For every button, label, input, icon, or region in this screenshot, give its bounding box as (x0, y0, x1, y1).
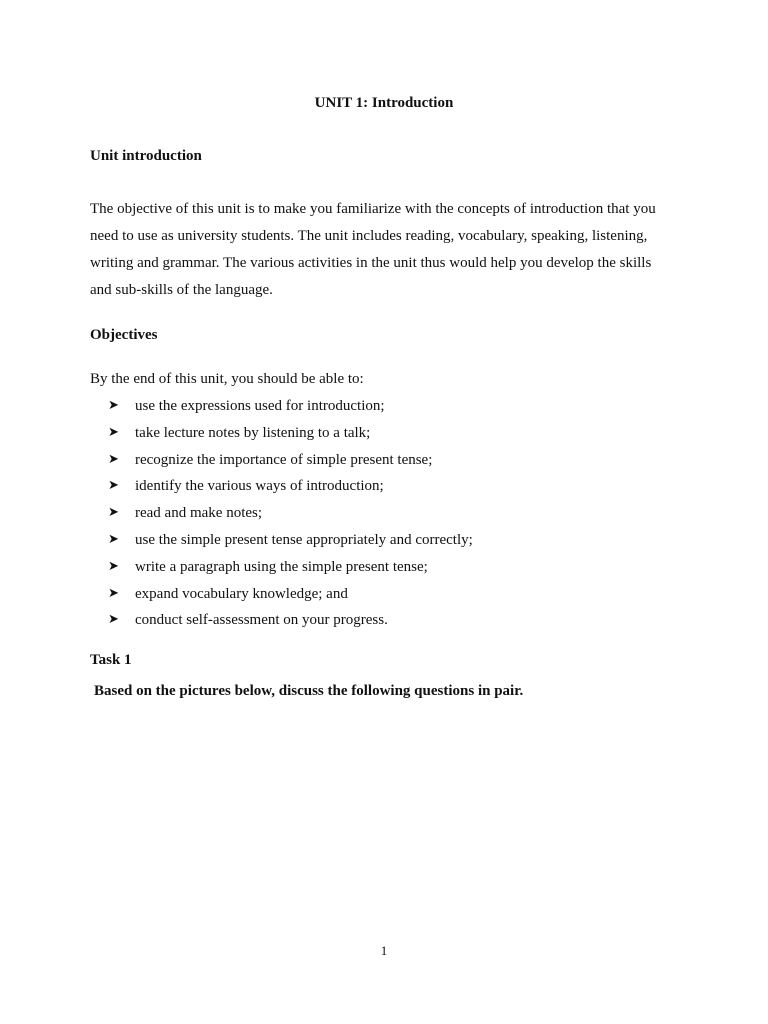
objective-text: write a paragraph using the simple present tense; (135, 558, 428, 575)
arrow-bullet-icon: ➤ (108, 478, 119, 494)
page-number: 1 (380, 943, 388, 958)
objective-text: identify the various ways of introduction; (135, 478, 384, 495)
unit-introduction-paragraph (90, 196, 690, 304)
objectives-list (108, 396, 473, 637)
objectives-heading: Objectives (90, 327, 158, 343)
unit-introduction-heading: Unit introduction (90, 148, 202, 164)
list-item (108, 396, 473, 423)
list-item (108, 584, 473, 611)
task-instruction: Based on the pictures below, discuss the following questions in pair. (94, 683, 524, 699)
arrow-bullet-icon: ➤ (108, 505, 119, 521)
list-item (108, 610, 473, 637)
list-item (108, 476, 473, 503)
list-item (108, 557, 473, 584)
arrow-bullet-icon: ➤ (108, 585, 119, 601)
arrow-bullet-icon: ➤ (108, 612, 119, 628)
page-title: UNIT 1: Introduction (314, 95, 454, 111)
arrow-bullet-icon: ➤ (108, 451, 119, 467)
list-item (108, 503, 473, 530)
list-item (108, 423, 473, 450)
arrow-bullet-icon: ➤ (108, 424, 119, 440)
objective-text: read and make notes; (135, 505, 263, 522)
paragraph-line: need to use as university students. The unit includes reading, vocabulary, speaking, listening, (90, 228, 648, 244)
arrow-bullet-icon: ➤ (108, 558, 119, 574)
objective-text: use the expressions used for introduction; (135, 398, 385, 414)
objective-text: recognize the importance of simple present tense; (135, 451, 433, 468)
objectives-lead: By the end of this unit, you should be able to: (90, 371, 364, 387)
arrow-bullet-icon: ➤ (108, 398, 119, 413)
objective-text: take lecture notes by listening to a talk; (135, 424, 371, 441)
list-item (108, 450, 473, 477)
objective-text: expand vocabulary knowledge; and (135, 585, 348, 602)
paragraph-line: The objective of this unit is to make you familiarize with the concepts of introduction that you (90, 201, 656, 217)
arrow-bullet-icon: ➤ (108, 531, 119, 547)
objective-text: use the simple present tense appropriately and correctly; (135, 531, 473, 548)
paragraph-line: writing and grammar. The various activities in the unit thus would help you develop the skills (90, 255, 652, 271)
task-heading: Task 1 (90, 652, 132, 668)
list-item (108, 530, 473, 557)
paragraph-line: and sub-skills of the language. (90, 282, 273, 298)
objective-text: conduct self-assessment on your progress. (135, 612, 388, 629)
